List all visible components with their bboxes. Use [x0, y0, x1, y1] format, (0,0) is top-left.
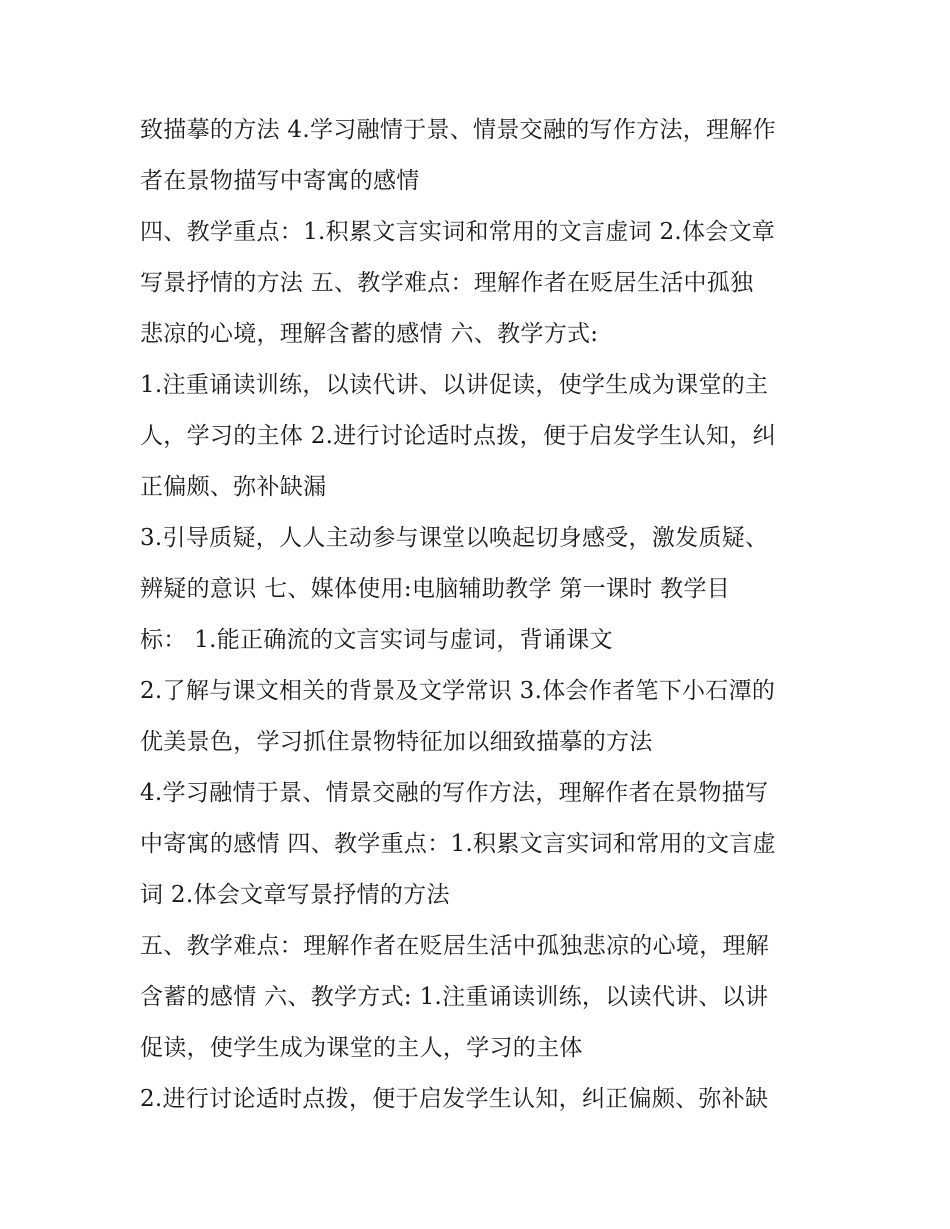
- text-line: 优美景色，学习抓住景物特征加以细致描摹的方法: [140, 729, 653, 755]
- text-line: 正偏颇、弥补缺漏: [140, 474, 327, 500]
- text-line: 标： 1.能正确流的文言实词与虚词，背诵课文: [140, 627, 613, 653]
- text-line: 写景抒情的方法 五、教学难点：理解作者在贬居生活中孤独: [140, 270, 754, 296]
- text-line: 者在景物描写中寄寓的感情: [140, 168, 420, 194]
- text-line: 中寄寓的感情 四、教学重点：1.积累文言实词和常用的文言虚: [140, 831, 776, 857]
- text-line: 3.引导质疑，人人主动参与课堂以唤起切身感受，激发质疑、: [140, 525, 769, 551]
- text-line: 致描摹的方法 4.学习融情于景、情景交融的写作方法，理解作: [140, 117, 776, 143]
- text-line: 2.了解与课文相关的背景及文学常识 3.体会作者笔下小石潭的: [140, 678, 776, 704]
- text-line: 四、教学重点：1.积累文言实词和常用的文言虚词 2.体会文章: [140, 219, 776, 245]
- text-line: 词 2.体会文章写景抒情的方法: [140, 882, 450, 908]
- text-line: 4.学习融情于景、情景交融的写作方法，理解作者在景物描写: [140, 780, 769, 806]
- text-line: 辨疑的意识 七、媒体使用:电脑辅助教学 第一课时 教学目: [140, 576, 731, 602]
- document-body: [140, 105, 830, 1125]
- text-line: 促读，使学生成为课堂的主人，学习的主体: [140, 1035, 583, 1061]
- text-line: 1.注重诵读训练，以读代讲、以讲促读，使学生成为课堂的主: [140, 372, 769, 398]
- text-line: 五、教学难点：理解作者在贬居生活中孤独悲凉的心境，理解: [140, 933, 770, 959]
- text-line: 含蓄的感情 六、教学方式: 1.注重诵读训练，以读代讲、以讲: [140, 984, 769, 1010]
- text-line: 人，学习的主体 2.进行讨论适时点拨，便于启发学生认知，纠: [140, 423, 776, 449]
- text-line: 2.进行讨论适时点拨，便于启发学生认知，纠正偏颇、弥补缺: [140, 1086, 769, 1112]
- text-line: 悲凉的心境，理解含蓄的感情 六、教学方式:: [140, 321, 599, 347]
